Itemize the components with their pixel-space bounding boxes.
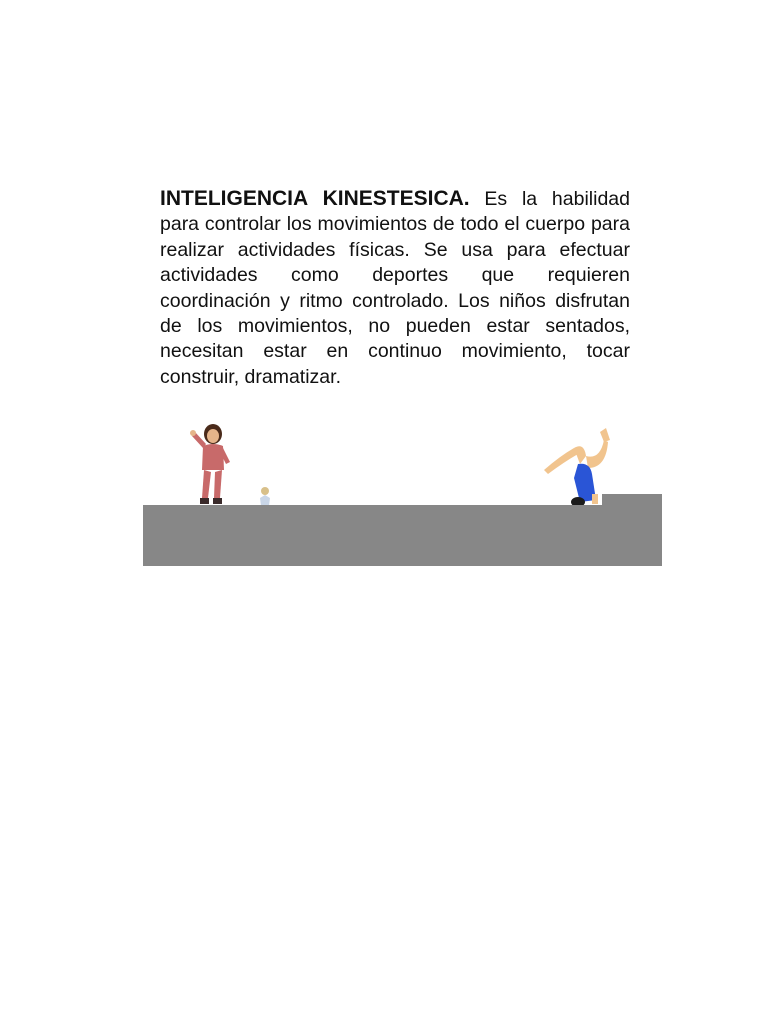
body-text: Es la habilidad para controlar los movimientos de todo el cuerpo para realizar actividades físicas. Se usa para efectuar actividades como deportes que requieren coordinación y ritmo controlado. Los niños disfrutan de los movimientos, no pueden estar sentados, necesitan estar en continuo movimiento, tocar construir, dramatizar. — [160, 188, 630, 388]
child-illustration — [186, 422, 236, 506]
gray-overlay-step — [602, 494, 662, 506]
small-toy-illustration — [256, 486, 274, 506]
gray-overlay-bar — [143, 505, 662, 566]
section-heading: INTELIGENCIA KINESTESICA. — [160, 187, 470, 210]
kinesthetic-paragraph — [160, 186, 630, 390]
